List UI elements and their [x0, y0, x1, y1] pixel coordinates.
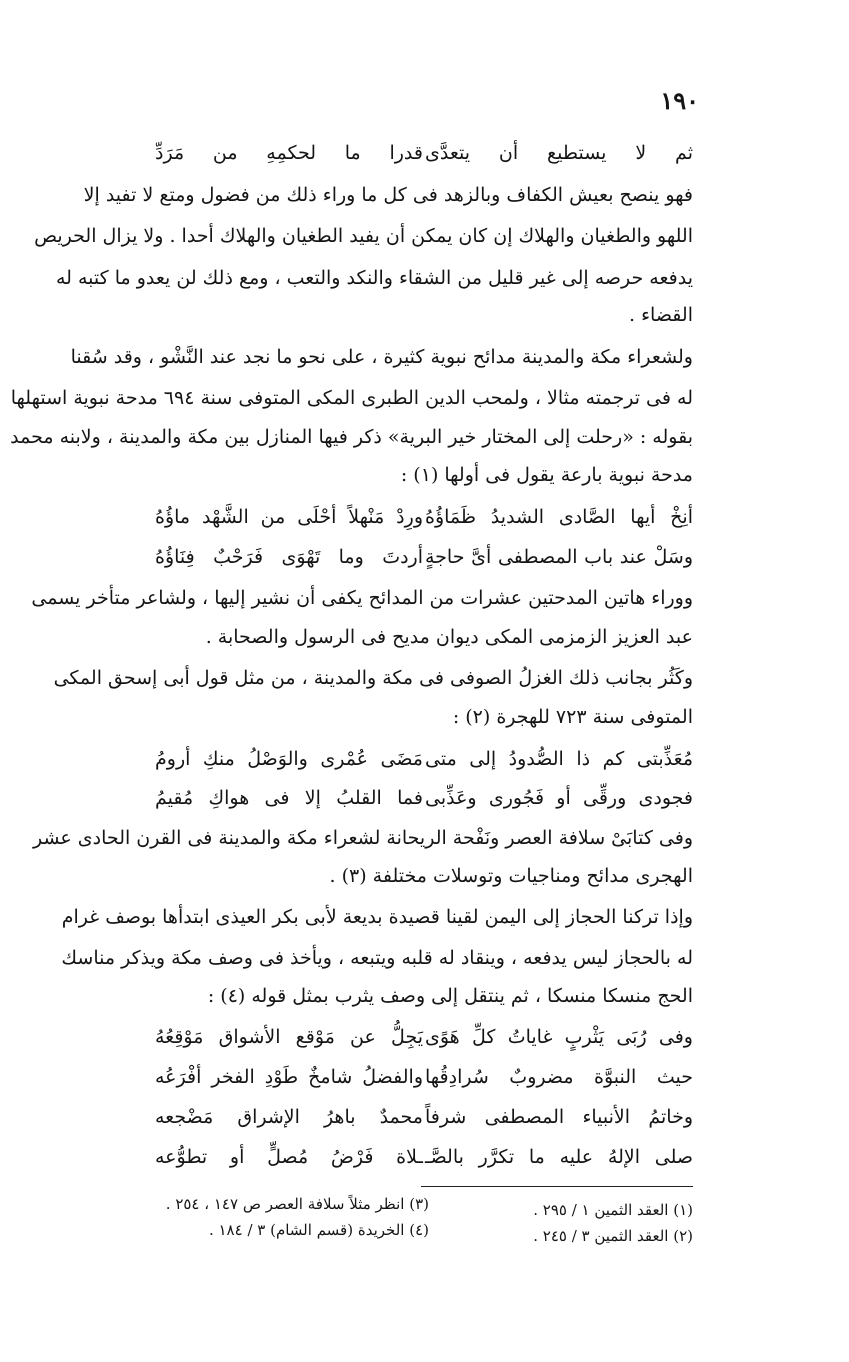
footnote-divider	[421, 1186, 693, 1187]
verse-second-hemistich: مَضَى عُمْرى والوَصْلُ منكِ أرومُ	[155, 748, 423, 770]
paragraph-line: ووراء هاتين المدحتين عشرات من المدائح يكفى أن نشير إليها ، ولشاعر متأخر يسمى	[31, 587, 693, 609]
verse-first-hemistich: وسَلْ عند باب المصطفى أىَّ حاجةٍ	[425, 546, 693, 568]
verse-second-hemistich: فما القلبُ إلا فى هواكِ مُقيمُ	[155, 787, 423, 809]
verse	[155, 500, 693, 534]
verse	[155, 1020, 693, 1054]
verse-first-hemistich: وفى رُبَى يَثْربٍ غاياتُ كلِّ هَوًى	[425, 1026, 693, 1048]
paragraph-line: المتوفى سنة ٧٢٣ للهجرة (٢) :	[452, 706, 693, 728]
paragraph-line: الحج منسكا منسكا ، ثم ينتقل إلى وصف يثرب بمثل قوله (٤) :	[207, 985, 693, 1007]
verse-second-hemistich: يَجِلُّ عن مَوْقع الأشواق مَوْقِعُهُ	[155, 1026, 423, 1048]
verse-first-hemistich: وخاتمُ الأنبياء المصطفى شرفاً	[425, 1106, 693, 1128]
verse-second-hemistich: قدرا ما لحكمِهِ من مَرَدِّ	[155, 142, 423, 164]
verse-first-hemistich: حيث النبوَّة مضروبٌ سُرادِقُها	[425, 1066, 693, 1088]
paragraph-line: وكَثُر بجانب ذلك الغزلُ الصوفى فى مكة والمدينة ، من مثل قول أبى إسحق المكى	[53, 667, 693, 689]
paragraph-line: بقوله : «رحلت إلى المختار خير البرية» ذكر فيها المنازل بين مكة والمدينة ، ولابنه محمد	[10, 426, 693, 448]
page-number: ١٩٠	[660, 86, 699, 115]
paragraph-line: ولشعراء مكة والمدينة مدائح نبوية كثيرة ، على نحو ما نجد عند النَّشْو ، وقد سُقنا	[70, 346, 693, 368]
footnote: (٢) العقد الثمين ٣ / ٢٤٥ .	[533, 1227, 693, 1245]
verse-second-hemistich: والفضلُ شامخٌ طَوْدِ الفخر أفْرَعُه	[155, 1066, 423, 1088]
paragraph-line: له بالحجاز ليس يدفعه ، وينقاد له قلبه ويتبعه ، ويأخذ فى وصف مكة ويذكر مناسك	[61, 947, 693, 969]
verse	[155, 1140, 693, 1174]
footnote: (٣) انظر مثلاً سلافة العصر ص ١٤٧ ، ٢٥٤ .	[165, 1195, 429, 1213]
paragraph-line: فهو ينصح بعيش الكفاف وبالزهد فى كل ما وراء ذلك من فضول ومتع لا تفيد إلا	[83, 184, 693, 206]
verse-first-hemistich: ثم لا يستطيع أن يتعدَّى	[425, 142, 693, 164]
verse	[155, 742, 693, 776]
verse-second-hemistich: أردتَ وما تَهْوَى فَرَحْبٌ فِنَاؤُهُ	[155, 546, 423, 568]
paragraph-line: وإذا تركنا الحجاز إلى اليمن لقينا قصيدة بديعة لأبى بكر العيذى ابتدأها بوصف غرام	[61, 906, 693, 928]
verse-first-hemistich: أنِخْ أيها الصَّادى الشديدُ ظَمَاؤُهُ	[425, 506, 693, 528]
verse-first-hemistich: مُعَذِّبتى كم ذا الصُّدودُ إلى متى	[425, 748, 693, 770]
paragraph-line: يدفعه حرصه إلى غير قليل من الشقاء والنكد والتعب ، ومع ذلك لن يعدو ما كتبه له	[55, 267, 693, 289]
verse-second-hemistich: ـلاة فَرْضُ مُصلٍّ أو تطوُّعه	[155, 1146, 423, 1168]
paragraph-line: اللهو والطغيان والهلاك إن كان يمكن أن يفيد الطغيان والهلاك أحدا . ولا يزال الحريص	[34, 225, 693, 247]
verse-first-hemistich: صلى الإلهُ عليه ما تكرَّر بالصَّـ	[425, 1146, 693, 1168]
verse	[155, 1100, 693, 1134]
verse	[155, 540, 693, 574]
paragraph-line: الهجرى مدائح ومناجيات وتوسلات مختلفة (٣) .	[329, 865, 693, 887]
paragraph-line: القضاء .	[629, 304, 693, 326]
paragraph-line: عبد العزيز الزمزمى المكى ديوان مديح فى الرسول والصحابة .	[205, 626, 693, 648]
verse-first-hemistich: فجودى ورقِّى أو فَجُورى وعَذِّبى	[425, 787, 693, 809]
paragraph-line: وفى كتابَىْ سلافة العصر ونَفْحة الريحانة لشعراء مكة والمدينة فى القرن الحادى عشر	[33, 827, 693, 849]
opening-verse	[155, 136, 693, 170]
verse	[155, 781, 693, 815]
footnote: (٤) الخريدة (قسم الشام) ٣ / ١٨٤ .	[208, 1221, 429, 1239]
footnote: (١) العقد الثمين ١ / ٢٩٥ .	[533, 1201, 693, 1219]
verse	[155, 1060, 693, 1094]
paragraph-line: له فى ترجمته مثالا ، ولمحب الدين الطبرى المكى المتوفى سنة ٦٩٤ مدحة نبوية استهلها	[10, 387, 693, 409]
paragraph-line: مدحة نبوية بارعة يقول فى أولها (١) :	[400, 464, 693, 486]
verse-second-hemistich: ورِدْ مَنْهلاً أحْلَى من الشَّهْد ماؤُهُ	[155, 506, 423, 528]
verse-second-hemistich: محمدٌ باهرُ الإشراق مَضْجعه	[155, 1106, 423, 1128]
